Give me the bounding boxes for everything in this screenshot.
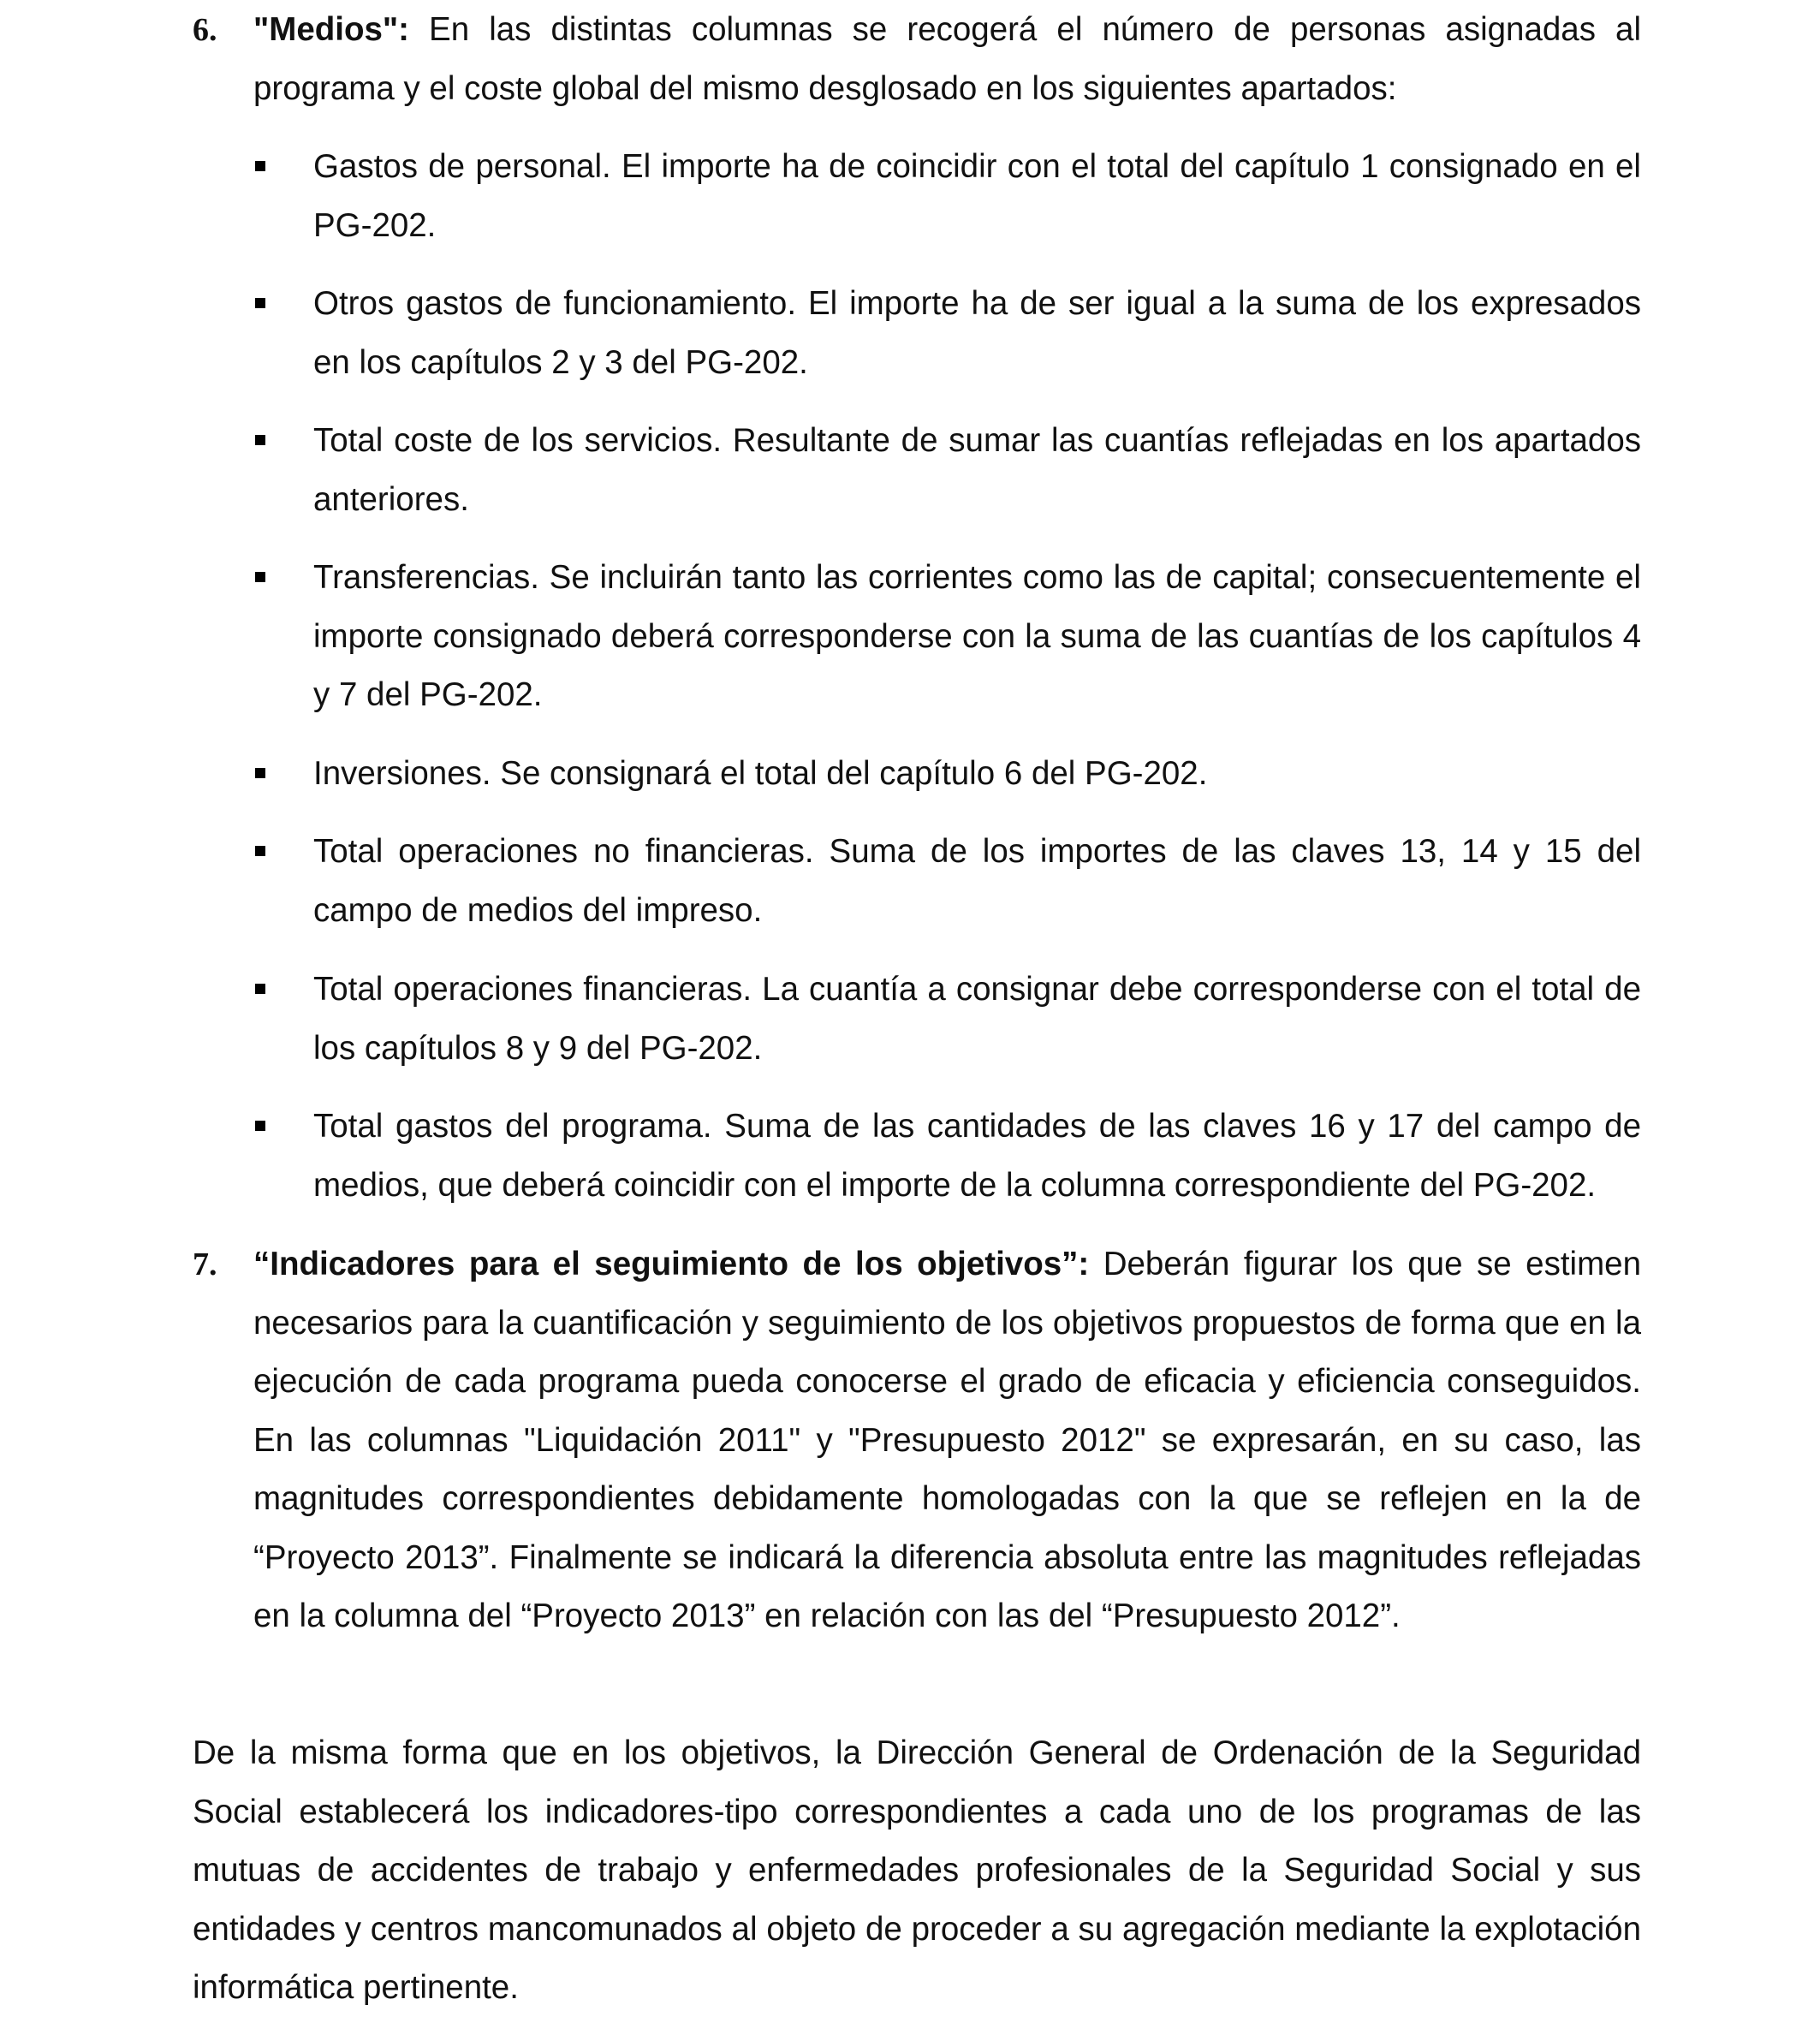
bullet-text: Total coste de los servicios. Resultante de sumar las cuantías reflejadas en los apartados anteriores. (313, 422, 1641, 518)
square-bullet-icon (255, 1121, 265, 1131)
bullet-text: Total gastos del programa. Suma de las cantidades de las claves 16 y 17 del campo de medios, que deberá coincidir con el importe de la columna correspondiente del PG-202. (313, 1108, 1641, 1204)
square-bullet-icon (255, 572, 265, 582)
bullet-text: Inversiones. Se consignará el total del capítulo 6 del PG-202. (313, 755, 1208, 792)
item-heading: "Medios": (253, 11, 409, 48)
item-paragraph (253, 1, 1641, 118)
square-bullet-icon (255, 435, 265, 445)
item-text: En las distintas columnas se recogerá el número de personas asignadas al programa y el coste global del mismo desglosado en los siguientes apartados: (253, 11, 1641, 107)
item-text: Deberán figurar los que se estimen necesarios para la cuantificación y seguimiento de los objetivos propuestos de forma que en la ejecución de cada programa pueda conocerse el grado de eficacia y eficiencia conseguidos. En las columnas "Liquidación 2011" y "Presupuesto 2012" se expresarán, en su caso, las magnitudes correspondientes debidamente homologadas con la que se reflejen en la de “Proyecto 2013”. Finalmente se indicará la diferencia absoluta entre las magnitudes reflejadas en la columna del “Proyecto 2013” en relación con las del “Presupuesto 2012”. (253, 1246, 1641, 1634)
closing-paragraph: De la misma forma que en los objetivos, la Dirección General de Ordenación de la Seguridad Social establecerá los indicadores-tipo correspondientes a cada uno de los programas de las mutuas de accidentes de trabajo y enfermedades profesionales de la Seguridad Social y sus entidades y centros mancomunados al objeto de proceder a su agregación mediante la explotación informática pertinente. (193, 1734, 1641, 2006)
square-bullet-icon (255, 298, 265, 308)
square-bullet-icon (255, 846, 265, 856)
item-number: 7. (193, 1247, 217, 1282)
bullet-text: Total operaciones no financieras. Suma de los importes de las claves 13, 14 y 15 del campo de medios del impreso. (313, 833, 1641, 929)
square-bullet-icon (255, 768, 265, 778)
item-number: 6. (193, 12, 217, 48)
item-paragraph (253, 1235, 1641, 1646)
bullet-text: Transferencias. Se incluirán tanto las corrientes como las de capital; consecuentemente el importe consignado deberá corresponderse con la suma de las cuantías de los capítulos 4 y 7 del PG-202. (313, 559, 1641, 713)
square-bullet-icon (255, 984, 265, 994)
bullet-text: Otros gastos de funcionamiento. El importe ha de ser igual a la suma de los expresados en los capítulos 2 y 3 del PG-202. (313, 285, 1641, 381)
square-bullet-icon (255, 161, 265, 171)
bullet-text: Total operaciones financieras. La cuantía a consignar debe corresponderse con el total de los capítulos 8 y 9 del PG-202. (313, 971, 1641, 1067)
item-heading: “Indicadores para el seguimiento de los objetivos”: (253, 1246, 1090, 1282)
bullet-text: Gastos de personal. El importe ha de coincidir con el total del capítulo 1 consignado en el PG-202. (313, 148, 1641, 244)
